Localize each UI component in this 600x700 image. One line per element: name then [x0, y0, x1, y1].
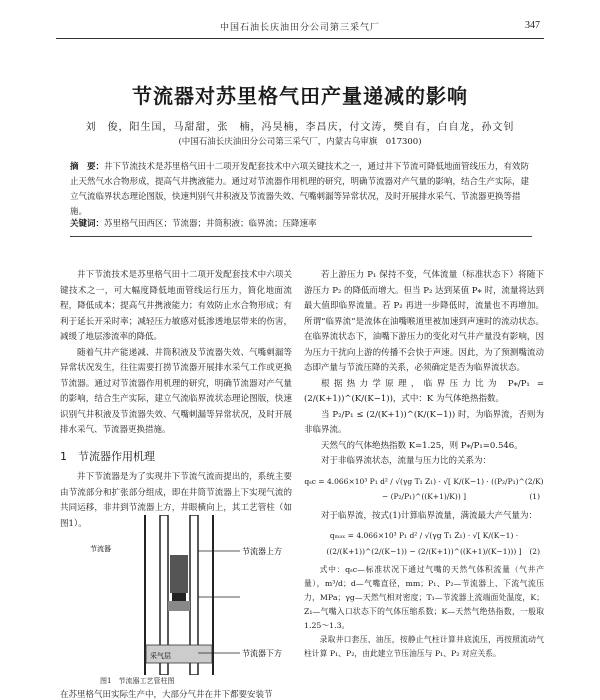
- left-paragraph-2: 随着气井产能递减、井筒积液及节流器失效、气嘴刺漏等异常状况发生，往往需要打捞节流器开展排水采气工作或更换节流器。通过对节流器作用机理的研究，明确节流器对产气量的影响，结合生产实际，建立气流临界流状态理论图版，快速识别气井积液及节流器失效、气嘴刺漏等异常状况，及时开展排水采气、节流器更换措施。: [60, 347, 292, 435]
- journal-name: 中国石油长庆油田分公司第三采气厂: [219, 23, 380, 33]
- label-upstream: 节流器上方: [242, 547, 282, 556]
- affiliation: (中国石油长庆油田分公司第三采气厂，内蒙古乌审旗 017300): [178, 137, 422, 147]
- page-number: 347: [525, 20, 540, 31]
- abstract-label: 摘 要：: [70, 162, 105, 172]
- keywords-label: 关键词：: [70, 219, 105, 229]
- author-list: 刘 俊，阳生国，马甜甜，张 楠，冯昊楠，李昌庆，付文涛，樊自有，白自龙，孙文钊: [85, 122, 515, 133]
- left-paragraph-3: 井下节流器是为了实现井下节流气流而提出的，系统主要由节流部分和扩张部分组成，即在井筒节流器上下实现气流的共同运移，非井到节流器上方，井眼横向上，其工艺管柱（如图1）。: [60, 472, 292, 529]
- figure-caption: 图1 节流器工艺管柱图: [100, 677, 175, 685]
- equation-2-number: (2): [529, 546, 540, 556]
- equation-1: [304, 474, 544, 505]
- left-paragraph-1: 井下节流技术是苏里格气田十二项开发配套技术中六项关键技术之一，可大幅度降低地面管线运行压力，简化地面流程，降低成本；提高气井携液能力；有效防止水合物形成；有利于延长开采时率；减轻压力敏感对低渗透地层带来的伤害，减缓了地层渗流率的降低。: [60, 270, 292, 342]
- tubing-string-figure: [90, 515, 290, 675]
- right-paragraph-1: 若上游压力 P₁ 保持不变，气体流量（标准状态下）将随下游压力 P₂ 的降低而增大。但当 P₂ 达到某值 P⁎ 时，流量将达到最大值即临界流量。若 P₂ 再进一步降低时，流量也不再增加。所谓“临界流”是流体在油嘴喉道里被加速到声速时的流动状态。在临界流状态下，油嘴下游压力的变化对气井产量没有影响，因为压力干扰向上游的传播不会快于声速。因此，为了预测嘴流动态即产量与节流压降的关系，必须确定是否为临界流状态。: [304, 270, 544, 373]
- equation-1-body: qₛc = 4.066×10³ P₁ d² / √(γg T₁ Z₁) · √[ K/(K−1) · ((P₂/P₁)^(2/K) − (P₂/P₁)^((K+1)/K)) ]: [304, 476, 544, 501]
- right-paragraph-3: 当 P₂/P₁ ≤ (2/(K+1))^(K/(K−1)) 时，为临界流，否则为非临界流。: [304, 409, 544, 435]
- equation-2: [304, 528, 544, 559]
- equation-2-body: qₘₐₓ = 4.066×10³ P₁ d² / √(γg T₁ Z₁) · √[ K/(K−1) · ((2/(K+1))^(2/(K−1)) − (2/(K+1))^((K+1)/(K−1))) ]: [326, 531, 522, 556]
- keywords: [70, 217, 532, 229]
- choke-upper-body: [170, 555, 188, 593]
- abstract-text: 井下节流技术是苏里格气田十二项开发配套技术中六项关键技术之一，通过井下节流可降低地面管线压力，有效防止天然气水合物形成，提高气井携液能力。通过对节流器作用机理的研究，明确节流器对产气量的影响，结合生产实际，建立气流临界状态理论图版，快速判别气井积液及节流器失效、气嘴刺漏等异常状况，及时开展排水采气、节流器更换等措施。: [70, 162, 530, 217]
- left-column: [60, 268, 292, 532]
- equation-1-number: (1): [529, 492, 540, 501]
- running-header: [60, 20, 540, 36]
- label-downstream: 节流器下方: [242, 649, 282, 658]
- right-column: [304, 268, 544, 661]
- header-rule: [56, 38, 544, 39]
- label-gas-layer: 采气层: [150, 652, 171, 660]
- right-paragraph-8: 录取井口套压、油压，按静止气柱计算井底流压，再按照流动气柱计算 P₁、P₂，由此建立节压油压与 P₁、P₂ 对应关系。: [304, 635, 544, 658]
- abstract-rule: [70, 236, 532, 237]
- right-paragraph-4: 天然气的气体绝热指数 K=1.25，则 P⁎/P₁=0.546。: [321, 440, 523, 451]
- right-paragraph-2: 根据热力学原理，临界压力比为 P⁎/P₁ = (2/(K+1))^(K/(K−1))，式中：K 为气体绝热指数。: [304, 378, 544, 404]
- abstract: [70, 160, 532, 220]
- section-heading-1: 1 节流器作用机理: [60, 449, 155, 463]
- keywords-text: 苏里格气田西区；节流器；井筒积液；临界流；压降速率: [104, 219, 317, 229]
- right-paragraph-6: 对于临界流，按式(1)计算临界流量，满流最大产气量为：: [321, 510, 538, 521]
- paper-title: 节流器对苏里格气田产量递减的影响: [132, 84, 468, 108]
- label-plug: 节流器: [90, 545, 111, 553]
- right-paragraph-5: 对于非临界流状态，流量与压力比的关系为：: [321, 456, 492, 466]
- right-paragraph-7: 式中：qₛc—标准状况下通过气嘴的天然气体积流量（气井产量），m³/d；d—气嘴直径，mm；P₁、P₂—节流器上、下流气流压力，MPa；γg—天然气相对密度；T₁—节流器上流端面处温度，K；Z₁—气嘴入口状态下的气体压缩系数；K—天然气绝热指数，一般取1.25～1.3。: [304, 565, 544, 630]
- left-paragraph-4: 在苏里格气田实际生产中，大部分气井在井下都要安装节: [60, 690, 273, 700]
